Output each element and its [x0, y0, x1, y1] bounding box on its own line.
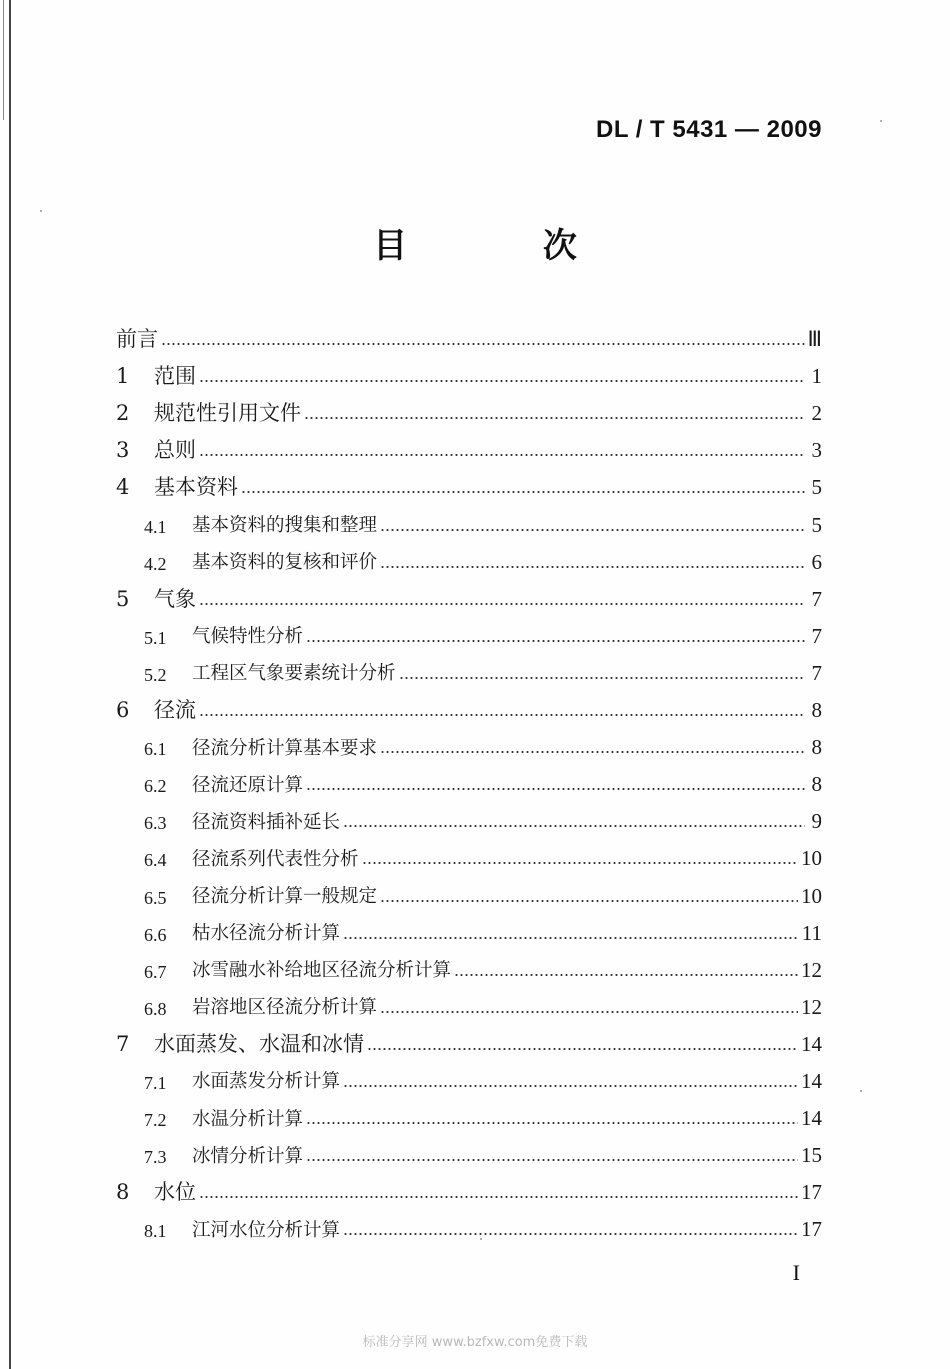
toc-entry-page: 7: [811, 623, 822, 648]
toc-entry-page: 9: [811, 809, 822, 834]
toc-section-entry[interactable]: [116, 1055, 822, 1092]
toc-entry-page: 10: [801, 883, 822, 908]
toc-dot-leader: [399, 676, 805, 680]
toc-entry-label: 气象: [154, 586, 196, 611]
toc-entry-number: 7.3: [144, 1147, 167, 1168]
scan-speck: [880, 120, 882, 122]
toc-entry-label: 水面蒸发、水温和冰情: [154, 1031, 364, 1056]
toc-entry-number: 8.1: [144, 1221, 167, 1242]
toc-entry-page: 2: [811, 401, 822, 426]
toc-dot-leader: [199, 602, 805, 606]
scan-edge-mark: [3, 0, 4, 120]
toc-dot-leader: [362, 861, 798, 865]
toc-entry-label: 径流资料插补延长: [192, 811, 341, 833]
table-of-contents: [116, 313, 822, 1240]
toc-entry-label: 枯水径流分析计算: [192, 923, 341, 945]
toc-entry-page: Ⅲ: [807, 327, 822, 352]
toc-dot-leader: [343, 1232, 798, 1236]
toc-entry-label: 基本资料的复核和评价: [192, 552, 378, 574]
toc-section-entry[interactable]: [116, 647, 822, 684]
toc-entry-number: 6.7: [144, 961, 167, 982]
toc-dot-leader: [343, 824, 805, 828]
toc-dot-leader: [367, 1047, 798, 1051]
toc-entry-label: 范围: [154, 364, 196, 389]
toc-entry-label: 径流还原计算: [192, 774, 304, 796]
toc-entry-page: 10: [801, 846, 822, 871]
toc-entry-number: 5: [116, 586, 130, 611]
toc-dot-leader: [199, 713, 805, 717]
toc-section-entry[interactable]: [116, 981, 822, 1018]
toc-dot-leader: [199, 453, 805, 457]
toc-entry-label: 冰雪融水补给地区径流分析计算: [192, 960, 452, 982]
toc-entry-number: 6.5: [144, 887, 167, 908]
toc-dot-leader: [161, 342, 805, 346]
toc-section-entry[interactable]: [116, 536, 822, 573]
toc-dot-leader: [306, 1121, 798, 1125]
scan-speck: [860, 1090, 862, 1092]
toc-section-entry[interactable]: [116, 795, 822, 832]
toc-entry-label: 基本资料的搜集和整理: [192, 515, 378, 537]
toc-chapter-entry[interactable]: [116, 1018, 822, 1055]
toc-entry-number: 7.1: [144, 1072, 167, 1093]
toc-chapter-entry[interactable]: [116, 424, 822, 461]
toc-section-entry[interactable]: [116, 1203, 822, 1240]
toc-entry-label: 径流分析计算一般规定: [192, 886, 378, 907]
toc-section-entry[interactable]: [116, 907, 822, 944]
toc-entry-label: 江河水位分析计算: [192, 1219, 341, 1241]
toc-dot-leader: [343, 936, 799, 940]
toc-section-entry[interactable]: [116, 832, 822, 869]
toc-entry-page: 12: [801, 957, 822, 982]
watermark-text: 标准分享网 www.bzfxw.com免费下载: [362, 1335, 588, 1350]
toc-entry-page: 1: [811, 364, 822, 389]
toc-section-entry[interactable]: [116, 1092, 822, 1129]
toc-entry-number: 4.2: [144, 553, 167, 574]
toc-section-entry[interactable]: [116, 944, 822, 981]
toc-chapter-entry[interactable]: [116, 350, 822, 387]
toc-dot-leader: [306, 639, 805, 643]
toc-entry-label: 规范性引用文件: [154, 401, 301, 426]
toc-entry-number: 4.1: [144, 516, 167, 537]
toc-entry-page: 5: [811, 475, 822, 500]
toc-dot-leader: [306, 1158, 798, 1162]
toc-entry-page: 17: [801, 1217, 822, 1242]
toc-chapter-entry[interactable]: [116, 684, 822, 721]
toc-entry-label: 径流: [154, 698, 196, 723]
toc-dot-leader: [380, 750, 805, 754]
toc-dot-leader: [380, 528, 805, 532]
toc-entry-page: 11: [801, 920, 822, 945]
toc-entry-label: 岩溶地区径流分析计算: [192, 997, 378, 1019]
scan-page-edge: [9, 0, 11, 1369]
toc-entry-number: 3: [116, 438, 130, 463]
toc-dot-leader: [343, 1084, 798, 1088]
toc-section-entry[interactable]: [116, 498, 822, 535]
toc-entry-number: 6.2: [144, 776, 167, 797]
toc-entry-page: 15: [801, 1143, 822, 1168]
toc-entry-page: 17: [801, 1180, 822, 1205]
toc-dot-leader: [199, 1195, 798, 1199]
toc-entry-page: 12: [801, 994, 822, 1019]
toc-entry-number: 4: [116, 475, 130, 500]
toc-entry-number: 7.2: [144, 1110, 167, 1131]
toc-section-entry[interactable]: [116, 610, 822, 647]
toc-entry-number: 6.4: [144, 850, 167, 871]
toc-entry-label: 冰情分析计算: [192, 1145, 304, 1167]
scan-speck: [480, 1238, 482, 1240]
toc-entry-page: 7: [811, 586, 822, 611]
toc-entry-number: 5.1: [144, 627, 167, 648]
toc-entry-label: 气候特性分析: [192, 626, 304, 648]
scan-speck: [40, 210, 42, 212]
toc-dot-leader: [454, 973, 798, 977]
toc-entry-page: 8: [811, 698, 822, 723]
toc-dot-leader: [306, 787, 805, 791]
toc-entry-number: 2: [116, 401, 130, 426]
standard-code: DL / T 5431 — 2009: [595, 116, 822, 143]
toc-entry-number: 1: [116, 364, 130, 389]
toc-section-entry[interactable]: [116, 721, 822, 758]
toc-entry-page: 7: [811, 660, 822, 685]
toc-entry-page: 14: [801, 1068, 822, 1093]
toc-entry-label: 工程区气象要素统计分析: [192, 663, 396, 685]
toc-entry-label: 前言: [116, 327, 158, 352]
toc-entry-number: 6.3: [144, 813, 167, 834]
toc-dot-leader: [241, 490, 805, 494]
toc-dot-leader: [380, 899, 798, 903]
toc-dot-leader: [380, 1010, 798, 1014]
toc-chapter-entry[interactable]: [116, 387, 822, 424]
toc-chapter-entry[interactable]: [116, 1166, 822, 1203]
toc-entry-number: 5.2: [144, 664, 167, 685]
toc-entry-label: 水温分析计算: [192, 1108, 304, 1130]
toc-entry-label: 水位: [154, 1180, 196, 1205]
toc-dot-leader: [380, 565, 805, 569]
toc-chapter-entry[interactable]: [116, 573, 822, 610]
toc-entry-number: 8: [116, 1180, 130, 1205]
toc-entry-page: 8: [811, 735, 822, 760]
toc-entry-page: 3: [811, 438, 822, 463]
toc-section-entry[interactable]: [116, 758, 822, 795]
toc-entry-page: 8: [811, 772, 822, 797]
toc-entry-number: 6.8: [144, 998, 167, 1019]
toc-entry-number: 6.6: [144, 924, 167, 945]
page-title: 目 次: [373, 226, 639, 266]
toc-entry-label: 径流分析计算基本要求: [192, 737, 378, 759]
page-number: I: [792, 1260, 800, 1285]
toc-entry-number: 7: [116, 1031, 130, 1056]
toc-section-entry[interactable]: [116, 869, 822, 906]
toc-chapter-entry[interactable]: [116, 313, 822, 350]
toc-entry-number: 6.1: [144, 739, 167, 760]
toc-entry-page: 5: [811, 512, 822, 537]
toc-entry-page: 14: [801, 1031, 822, 1056]
toc-section-entry[interactable]: [116, 1129, 822, 1166]
toc-entry-page: 14: [801, 1106, 822, 1131]
toc-entry-label: 水面蒸发分析计算: [192, 1071, 341, 1093]
toc-entry-label: 径流系列代表性分析: [192, 848, 359, 870]
toc-dot-leader: [304, 416, 805, 420]
toc-chapter-entry[interactable]: [116, 461, 822, 498]
toc-entry-number: 6: [116, 698, 130, 723]
toc-entry-label: 总则: [154, 438, 196, 463]
toc-entry-label: 基本资料: [154, 475, 238, 500]
toc-entry-page: 6: [811, 549, 822, 574]
toc-dot-leader: [199, 379, 805, 383]
